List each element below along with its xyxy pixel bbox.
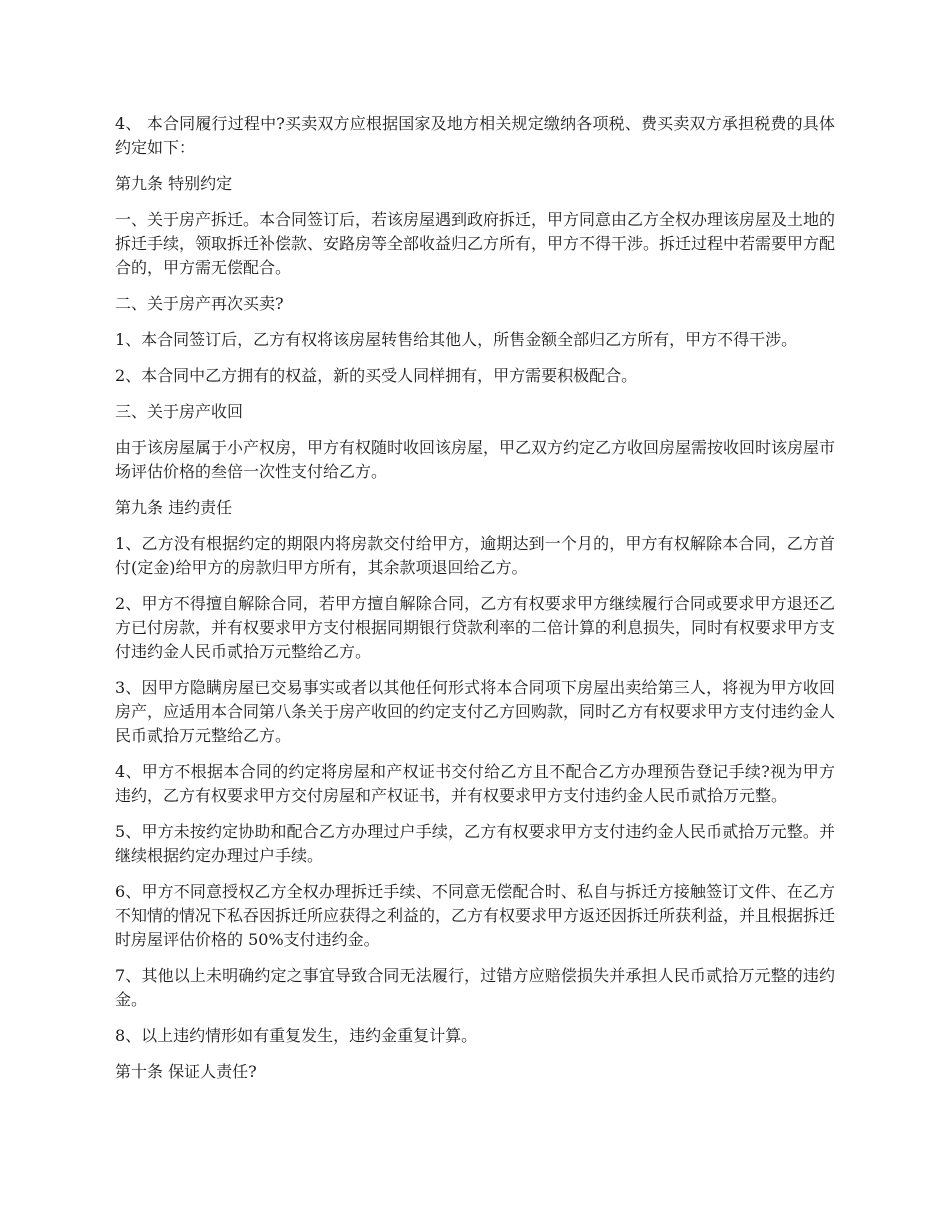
subheading-recovery: 三、关于房产收回 (115, 402, 244, 421)
clause-breach-7: 7、其他以上未明确约定之事宜导致合同无法履行，过错方应赔偿损失并承担人民币贰拾万元整的违约金。 (115, 966, 835, 1009)
clause-breach-1: 1、乙方没有根据约定的期限内将房款交付给甲方，逾期达到一个月的，甲方有权解除本合同，乙方首付(定金)给甲方的房款归甲方所有，其余款项退回给乙方。 (115, 534, 835, 577)
clause-breach-8: 8、以上违约情形如有重复发生，违约金重复计算。 (115, 1026, 478, 1045)
section-heading-breach: 第九条 违约责任 (115, 498, 233, 517)
clause-breach-3: 3、因甲方隐瞒房屋已交易事实或者以其他任何形式将本合同项下房屋出卖给第三人，将视为甲方收回房产，应适用本合同第八条关于房产收回的约定支付乙方回购款，同时乙方有权要求甲方支付违约金人民币贰拾万元整给乙方。 (115, 678, 836, 745)
clause-4-taxes: 4、 本合同履行过程中?买卖双方应根据国家及地方相关规定缴纳各项税、费买卖双方承担税费的具体约定如下： (115, 114, 835, 157)
subheading-resale: 二、关于房产再次买卖? (115, 294, 284, 313)
clause-breach-2: 2、甲方不得擅自解除合同，若甲方擅自解除合同，乙方有权要求甲方继续履行合同或要求甲方退还乙方已付房款，并有权要求甲方支付根据同期银行贷款利率的二倍计算的利息损失，同时有权要求甲方支付违约金人民币贰拾万元整给乙方。 (115, 594, 836, 661)
clause-breach-4: 4、甲方不根据本合同的约定将房屋和产权证书交付给乙方且不配合乙方办理预告登记手续?视为甲方违约，乙方有权要求甲方交付房屋和产权证书，并有权要求甲方支付违约金人民币贰拾万元整。 (115, 762, 835, 805)
clause-resale-2: 2、本合同中乙方拥有的权益，新的买受人同样拥有，甲方需要积极配合。 (115, 366, 638, 385)
clause-resale-1: 1、本合同签订后，乙方有权将该房屋转售给其他人，所售金额全部归乙方所有，甲方不得干涉。 (115, 330, 798, 349)
section-heading-guarantor: 第十条 保证人责任? (115, 1062, 257, 1081)
section-heading-special-agreement: 第九条 特别约定 (115, 174, 233, 193)
clause-breach-5: 5、甲方未按约定协助和配合乙方办理过户手续，乙方有权要求甲方支付违约金人民币贰拾万元整。并继续根据约定办理过户手续。 (115, 822, 835, 865)
clause-breach-6: 6、甲方不同意授权乙方全权办理拆迁手续、不同意无偿配合时、私自与拆迁方接触签订文件、在乙方不知情的情况下私吞因拆迁所应获得之利益的，乙方有权要求甲方返还因拆迁所获利益，并且根据拆迁时房屋评估价格的 50%支付违约金。 (115, 882, 836, 949)
clause-recovery: 由于该房屋属于小产权房，甲方有权随时收回该房屋，甲乙双方约定乙方收回房屋需按收回时该房屋市场评估价格的叁倍一次性支付给乙方。 (115, 438, 836, 481)
clause-demolition: 一、关于房产拆迁。本合同签订后，若该房屋遇到政府拆迁，甲方同意由乙方全权办理该房屋及土地的拆迁手续，领取拆迁补偿款、安路房等全部收益归乙方所有，甲方不得干涉。拆迁过程中若需要甲方配合的，甲方需无偿配合。 (115, 210, 836, 277)
